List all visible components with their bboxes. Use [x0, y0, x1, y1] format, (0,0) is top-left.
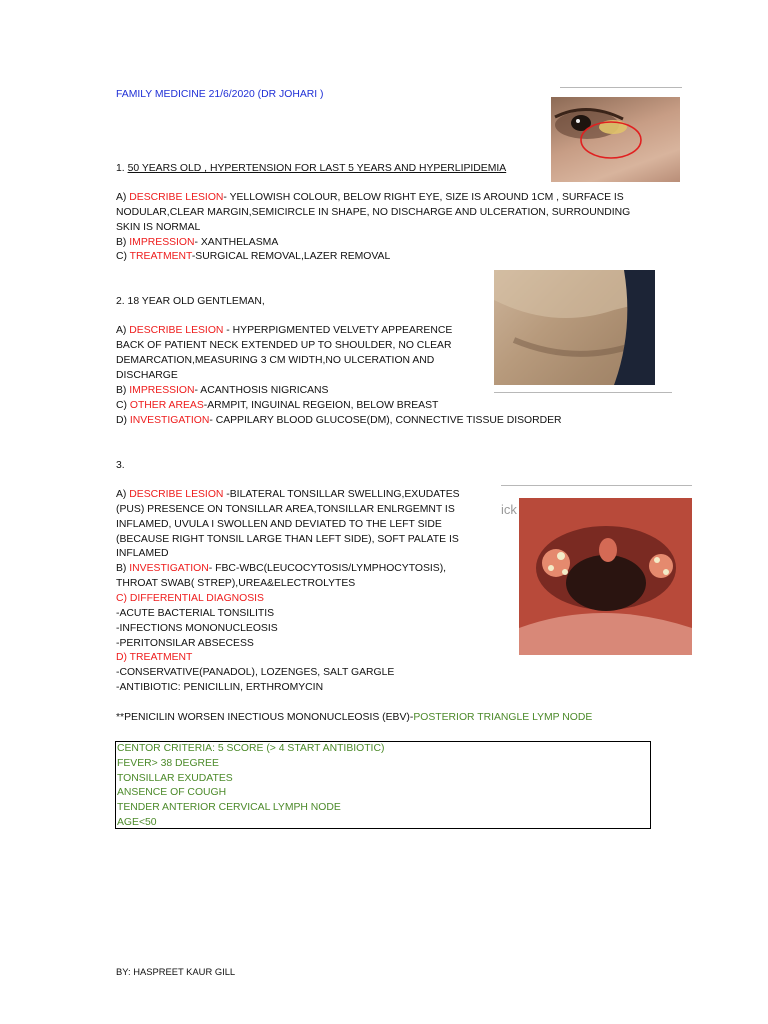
- case3-b-line1: B) INVESTIGATION- FBC-WBC(LEUCOCYTOSIS/LYMPHOCYTOSIS),: [116, 563, 447, 574]
- case1-a-line3: SKIN IS NORMAL: [116, 222, 201, 233]
- penicillin-note: **PENICILIN WORSEN INECTIOUS MONONUCLEOSIS (EBV)-POSTERIOR TRIANGLE LYMP NODE: [116, 712, 593, 723]
- tonsils-photo-caption: ick: [501, 502, 517, 517]
- centor-line: ANSENCE OF COUGH: [117, 787, 227, 799]
- case3-a-line1: A) DESCRIBE LESION -BILATERAL TONSILLAR SWELLING,EXUDATES: [116, 489, 460, 500]
- penicillin-note-highlight: POSTERIOR TRIANGLE LYMP NODE: [413, 712, 593, 723]
- case2-a-line4: DISCHARGE: [116, 370, 178, 381]
- case3-a-line5: INFLAMED: [116, 548, 169, 559]
- case1-c-line: C) TREATMENT-SURGICAL REMOVAL,LAZER REMOVAL: [116, 251, 391, 262]
- centor-line: FEVER> 38 DEGREE: [117, 757, 219, 769]
- xanthelasma-photo: [551, 97, 680, 182]
- case3-heading: 3.: [116, 460, 125, 471]
- case1-heading: 1. 50 YEARS OLD , HYPERTENSION FOR LAST 5 YEARS AND HYPERLIPIDEMIA: [116, 163, 507, 174]
- centor-line: TONSILLAR EXUDATES: [117, 772, 233, 784]
- case3-a-line3: INFLAMED, UVULA I SWOLLEN AND DEVIATED TO THE LEFT SIDE: [116, 519, 442, 530]
- case1-c-label: TREATMENT: [129, 251, 192, 262]
- case3-a-line4: (BECAUSE RIGHT TONSIL LARGE THAN LEFT SIDE), SOFT PALATE IS: [116, 534, 459, 545]
- case3-b-label: INVESTIGATION: [129, 563, 209, 574]
- case2-c-label: OTHER AREAS: [129, 400, 204, 411]
- photo3-rule: [501, 485, 692, 486]
- centor-criteria-box: [115, 741, 651, 829]
- case2-a-line3: DEMARCATION,MEASURING 3 CM WIDTH,NO ULCERATION AND: [116, 355, 435, 366]
- case2-a-label: DESCRIBE LESION: [129, 325, 224, 336]
- centor-line: TENDER ANTERIOR CERVICAL LYMPH NODE: [117, 802, 341, 814]
- case3-b-line2: THROAT SWAB( STREP),UREA&ELECTROLYTES: [116, 578, 356, 589]
- list-item: -ANTIBIOTIC: PENICILLIN, ERTHROMYCIN: [116, 682, 324, 693]
- list-item: -INFECTIONS MONONUCLEOSIS: [116, 623, 278, 634]
- case2-b-label: IMPRESSION: [129, 385, 195, 396]
- case2-a-line1: A) DESCRIBE LESION - HYPERPIGMENTED VELVETY APPEARENCE: [116, 325, 453, 336]
- acanthosis-photo: [494, 270, 655, 385]
- case1-b-line: B) IMPRESSION- XANTHELASMA: [116, 237, 279, 248]
- page-title: FAMILY MEDICINE 21/6/2020 (DR JOHARI ): [116, 89, 324, 100]
- centor-line: CENTOR CRITERIA: 5 SCORE (> 4 START ANTIBIOTIC): [117, 743, 385, 754]
- case2-a-line2: BACK OF PATIENT NECK EXTENDED UP TO SHOULDER, NO CLEAR: [116, 340, 452, 351]
- case2-d-line: D) INVESTIGATION- CAPPILARY BLOOD GLUCOSE(DM), CONNECTIVE TISSUE DISORDER: [116, 415, 562, 426]
- case1-a-label: DESCRIBE LESION: [129, 192, 224, 203]
- case3-a-label: DESCRIBE LESION: [129, 489, 224, 500]
- photo2-rule: [494, 392, 672, 393]
- case3-c-heading: C) DIFFERENTIAL DIAGNOSIS: [116, 593, 264, 604]
- list-item: -ACUTE BACTERIAL TONSILITIS: [116, 608, 275, 619]
- case1-a-line2: NODULAR,CLEAR MARGIN,SEMICIRCLE IN SHAPE, NO DISCHARGE AND ULCERATION, SURROUNDING: [116, 207, 631, 218]
- case2-b-line: B) IMPRESSION- ACANTHOSIS NIGRICANS: [116, 385, 329, 396]
- case3-d-heading: D) TREATMENT: [116, 652, 193, 663]
- case3-a-line2: (PUS) PRESENCE ON TONSILLAR AREA,TONSILLAR ENLRGEMNT IS: [116, 504, 455, 515]
- centor-line: AGE<50: [117, 817, 157, 828]
- case1-a-line1: A) DESCRIBE LESION- YELLOWISH COLOUR, BELOW RIGHT EYE, SIZE IS AROUND 1CM , SURFACE IS: [116, 192, 624, 203]
- tonsils-photo: [501, 488, 692, 655]
- header-rule: [560, 87, 682, 88]
- author-footer: BY: HASPREET KAUR GILL: [116, 966, 236, 977]
- case2-d-label: INVESTIGATION: [129, 415, 210, 426]
- case2-heading: 2. 18 YEAR OLD GENTLEMAN,: [116, 296, 265, 307]
- list-item: -PERITONSILAR ABSECESS: [116, 638, 254, 649]
- list-item: -CONSERVATIVE(PANADOL), LOZENGES, SALT GARGLE: [116, 667, 395, 678]
- case2-c-line: C) OTHER AREAS-ARMPIT, INGUINAL REGEION, BELOW BREAST: [116, 400, 439, 411]
- case1-b-label: IMPRESSION: [129, 237, 195, 248]
